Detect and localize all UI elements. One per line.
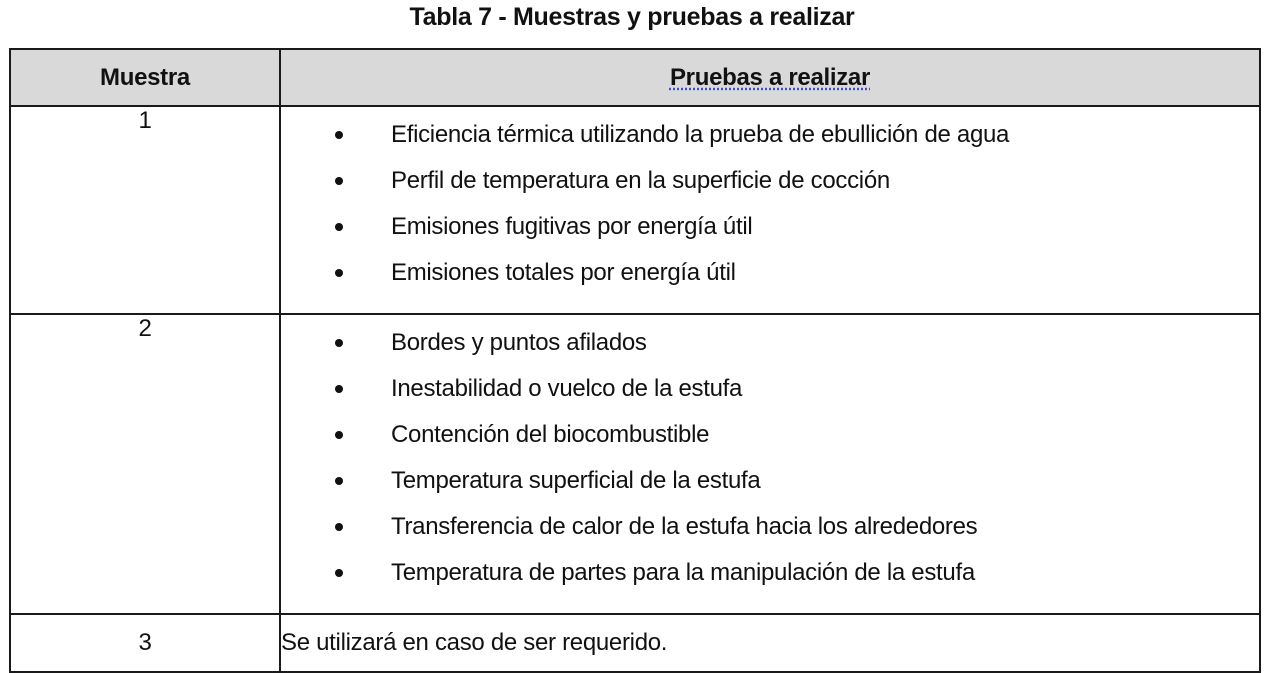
bullet-icon	[335, 339, 343, 347]
sample-number: 3	[10, 614, 280, 672]
table-caption: Tabla 7 - Muestras y pruebas a realizar	[409, 3, 855, 31]
test-label: Perfil de temperatura en la superficie de cocción	[391, 167, 890, 194]
test-label: Contención del biocombustible	[391, 421, 710, 448]
list-item	[281, 558, 1259, 604]
list-item	[281, 258, 1259, 304]
list-item	[281, 512, 1259, 558]
header-tests-label: Pruebas a realizar	[669, 63, 871, 91]
bullet-icon	[335, 223, 343, 231]
list-item	[281, 166, 1259, 212]
tests-cell	[280, 314, 1260, 614]
test-label: Emisiones totales por energía útil	[391, 259, 736, 286]
test-label: Bordes y puntos afilados	[391, 329, 647, 356]
tests-list	[281, 315, 1259, 613]
test-label: Eficiencia térmica utilizando la prueba de ebullición de agua	[391, 121, 1010, 148]
bullet-icon	[335, 431, 343, 439]
note-cell: Se utilizará en caso de ser requerido.	[280, 614, 1260, 672]
bullet-icon	[335, 523, 343, 531]
test-label: Transferencia de calor de la estufa hacia los alrededores	[391, 513, 978, 540]
list-item	[281, 120, 1259, 166]
sample-number: 1	[10, 106, 280, 314]
list-item	[281, 466, 1259, 512]
bullet-icon	[335, 177, 343, 185]
table-row-sample-2	[10, 314, 1260, 614]
list-item	[281, 212, 1259, 258]
bullet-icon	[335, 385, 343, 393]
sample-number: 2	[10, 314, 280, 614]
bullet-icon	[335, 569, 343, 577]
tests-list	[281, 107, 1259, 313]
table-row-sample-3	[10, 614, 1260, 672]
header-tests	[280, 49, 1260, 106]
list-item	[281, 374, 1259, 420]
test-label: Temperatura de partes para la manipulación de la estufa	[391, 559, 975, 586]
table-header-row	[10, 49, 1260, 106]
list-item	[281, 328, 1259, 374]
samples-table	[9, 48, 1261, 673]
list-item	[281, 420, 1259, 466]
tests-cell	[280, 106, 1260, 314]
table-row-sample-1	[10, 106, 1260, 314]
header-sample: Muestra	[10, 49, 280, 106]
test-label: Inestabilidad o vuelco de la estufa	[391, 375, 743, 402]
test-label: Temperatura superficial de la estufa	[391, 467, 761, 494]
bullet-icon	[335, 131, 343, 139]
bullet-icon	[335, 269, 343, 277]
test-label: Emisiones fugitivas por energía útil	[391, 213, 753, 240]
bullet-icon	[335, 477, 343, 485]
